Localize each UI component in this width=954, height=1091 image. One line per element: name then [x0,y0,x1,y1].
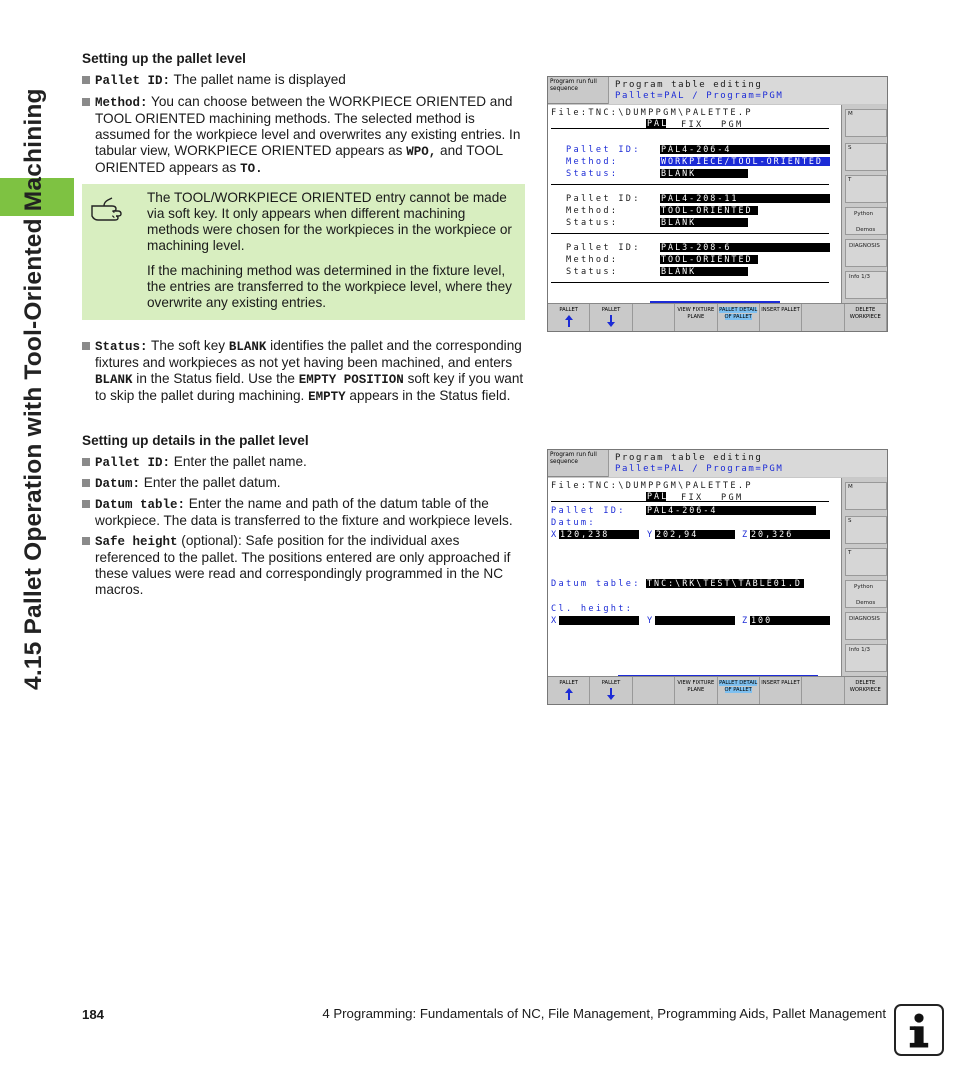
note-text [147,190,517,311]
label-method: Method: [566,157,619,167]
softkey-pallet-up[interactable]: PALLET [548,304,590,331]
softkey-empty[interactable] [633,677,675,704]
section-pallet-details [82,433,524,598]
axis-x-label: X [551,616,559,626]
info-button[interactable]: Info 1/3 [845,271,887,299]
label-datum-table: Datum table: [551,579,641,589]
status-field[interactable]: BLANK [660,218,748,227]
clearance-y-field[interactable] [655,616,735,625]
method-field[interactable]: TOOL-ORIENTED [660,206,758,215]
axis-y-label: Y [647,530,655,540]
screen-main [548,478,842,677]
softkey-pallet-up[interactable]: PALLET [548,677,590,704]
page-number: 184 [82,1007,105,1022]
s-function-button[interactable]: S [845,143,887,171]
softkey-insert-pallet[interactable]: INSERT PALLET [760,304,802,331]
softkey-empty[interactable] [802,677,844,704]
screen-main [548,105,842,304]
softkey-empty[interactable] [802,304,844,331]
m-function-button[interactable]: M [845,109,887,137]
section-heading: Setting up details in the pallet level [82,433,309,448]
s-function-button[interactable]: S [845,516,887,544]
status-field[interactable]: BLANK [660,169,748,178]
label-pallet-id: Pallet ID: [566,243,641,253]
screen-title: Program table editing Pallet=PAL / Program=PGM [608,450,887,477]
axis-x-label: X [551,530,559,540]
axis-z-label: Z [742,530,750,540]
datum-z-field[interactable]: 20,326 [750,530,830,539]
list-item: Status: The soft key BLANK identifies the pallet and the corresponding fixtures and workpieces as not yet having been machined, and enters BLANK in the Status field. Use the EMPTY POSITION soft key if you want to skip the pallet during machining. EMPTY appears in the Status field. [82,338,524,405]
path-pal[interactable]: PAL [647,491,669,501]
screen-header [548,77,887,104]
diagnosis-button[interactable]: DIAGNOSIS [845,612,887,640]
pointing-hand-icon [90,196,128,222]
datum-table-field[interactable]: TNC:\RK\TEST\TABLE01.D [646,579,804,588]
label-clearance-height: Cl. height: [551,604,634,614]
chapter-title: 4.15 Pallet Operation with Tool-Oriented Machining [20,88,47,690]
label-status: Status: [566,267,619,277]
mode-label: Program run full sequence [550,79,597,92]
info-button[interactable]: Info 1/3 [845,644,887,672]
python-demos-button[interactable]: Python Demos [845,207,887,235]
screen-header [548,450,887,477]
list-item: Method: You can choose between the WORKPIECE ORIENTED and TOOL ORIENTED machining methods. The selected method is assumed for the workpiece level and overwrites any existing entries. In tabular view, WORKPIECE ORIENTED appears as WPO, and TOOL ORIENTED appears as TO. [82,94,524,177]
t-function-button[interactable]: T [845,548,887,576]
file-path: File:TNC:\DUMPPGM\PALETTE.P [551,108,753,118]
label-pallet-id: Pallet ID: [566,145,641,155]
softkey-empty[interactable] [633,304,675,331]
list-item: Pallet ID: The pallet name is displayed [82,72,524,89]
softkey-pallet-down[interactable]: PALLET [590,677,632,704]
diagnosis-button[interactable]: DIAGNOSIS [845,239,887,267]
softkey-insert-pallet[interactable]: INSERT PALLET [760,677,802,704]
path-pgm[interactable]: PGM [721,120,744,130]
softkey-delete-workpiece[interactable]: DELETE WORKPIECE [845,304,887,331]
softkey-detail-of-pallet[interactable]: PALLET DETAIL OF PALLET [718,304,760,331]
clearance-x-field[interactable] [559,616,639,625]
note-paragraph: If the machining method was determined in the fixture level, the entries are transferred to the workpiece level, where they overwrite any existing entries. [147,263,512,310]
path-pal[interactable]: PAL [647,118,669,128]
softkey-bar [548,303,887,331]
side-panel [843,478,887,677]
pallet-id-field[interactable]: PAL4-208-11 [660,194,830,203]
softkey-view-fixture-plane[interactable]: VIEW FIXTURE PLANE [675,304,717,331]
screen-title: Program table editing Pallet=PAL / Program=PGM [608,77,887,104]
softkey-delete-workpiece[interactable]: DELETE WORKPIECE [845,677,887,704]
m-function-button[interactable]: M [845,482,887,510]
t-function-button[interactable]: T [845,175,887,203]
label-status: Status: [566,218,619,228]
note-box [82,184,525,320]
screenshot-pallet-level [547,76,888,332]
screenshot-pallet-details [547,449,888,705]
datum-y-field[interactable]: 202,94 [655,530,735,539]
axis-y-label: Y [647,616,655,626]
path-fix[interactable]: FIX [681,493,704,503]
label-method: Method: [566,206,619,216]
label-status: Status: [566,169,619,179]
mode-label: Program run full sequence [550,452,597,465]
footer-chapter: 4 Programming: Fundamentals of NC, File Management, Programming Aids, Pallet Management [322,1006,886,1021]
list-item: Datum: Enter the pallet datum. [82,475,524,492]
note-paragraph: The TOOL/WORKPIECE ORIENTED entry cannot be made via soft key. It only appears when different machining methods were chosen for the workpieces in the workpiece or machining level. [147,190,512,253]
axis-z-label: Z [742,616,750,626]
status-field[interactable]: BLANK [660,267,748,276]
pallet-id-field[interactable]: PAL3-208-6 [660,243,830,252]
section-pallet-level [82,51,524,177]
section-heading: Setting up the pallet level [82,51,246,66]
info-icon [894,1004,944,1056]
side-panel [843,105,887,304]
method-field[interactable]: WORKPIECE/TOOL-ORIENTED [660,157,830,166]
pallet-id-field[interactable]: PAL4-206-4 [660,145,830,154]
label-datum: Datum: [551,518,596,528]
softkey-view-fixture-plane[interactable]: VIEW FIXTURE PLANE [675,677,717,704]
label-pallet-id: Pallet ID: [566,194,641,204]
python-demos-button[interactable]: Python Demos [845,580,887,608]
pallet-id-field[interactable]: PAL4-206-4 [646,506,816,515]
softkey-pallet-down[interactable]: PALLET [590,304,632,331]
softkey-bar [548,676,887,704]
status-section [82,338,524,405]
file-path: File:TNC:\DUMPPGM\PALETTE.P [551,481,753,491]
list-item: Safe height (optional): Safe position for the individual axes referenced to the pallet. The positions entered are only approached if these values were read and correspondingly programmed in the NC macros. [82,533,524,598]
path-pgm[interactable]: PGM [721,493,744,503]
label-method: Method: [566,255,619,265]
side-title [0,0,70,1091]
clearance-z-field[interactable]: 100 [750,616,830,625]
path-fix[interactable]: FIX [681,120,704,130]
list-item: Pallet ID: Enter the pallet name. [82,454,524,471]
method-field[interactable]: TOOL-ORIENTED [660,255,758,264]
label-pallet-id: Pallet ID: [551,506,626,516]
list-item: Datum table: Enter the name and path of the datum table of the workpiece. The data is transferred to the fixture and workpiece levels. [82,496,524,529]
softkey-detail-of-pallet[interactable]: PALLET DETAIL OF PALLET [718,677,760,704]
datum-x-field[interactable]: 120,238 [559,530,639,539]
